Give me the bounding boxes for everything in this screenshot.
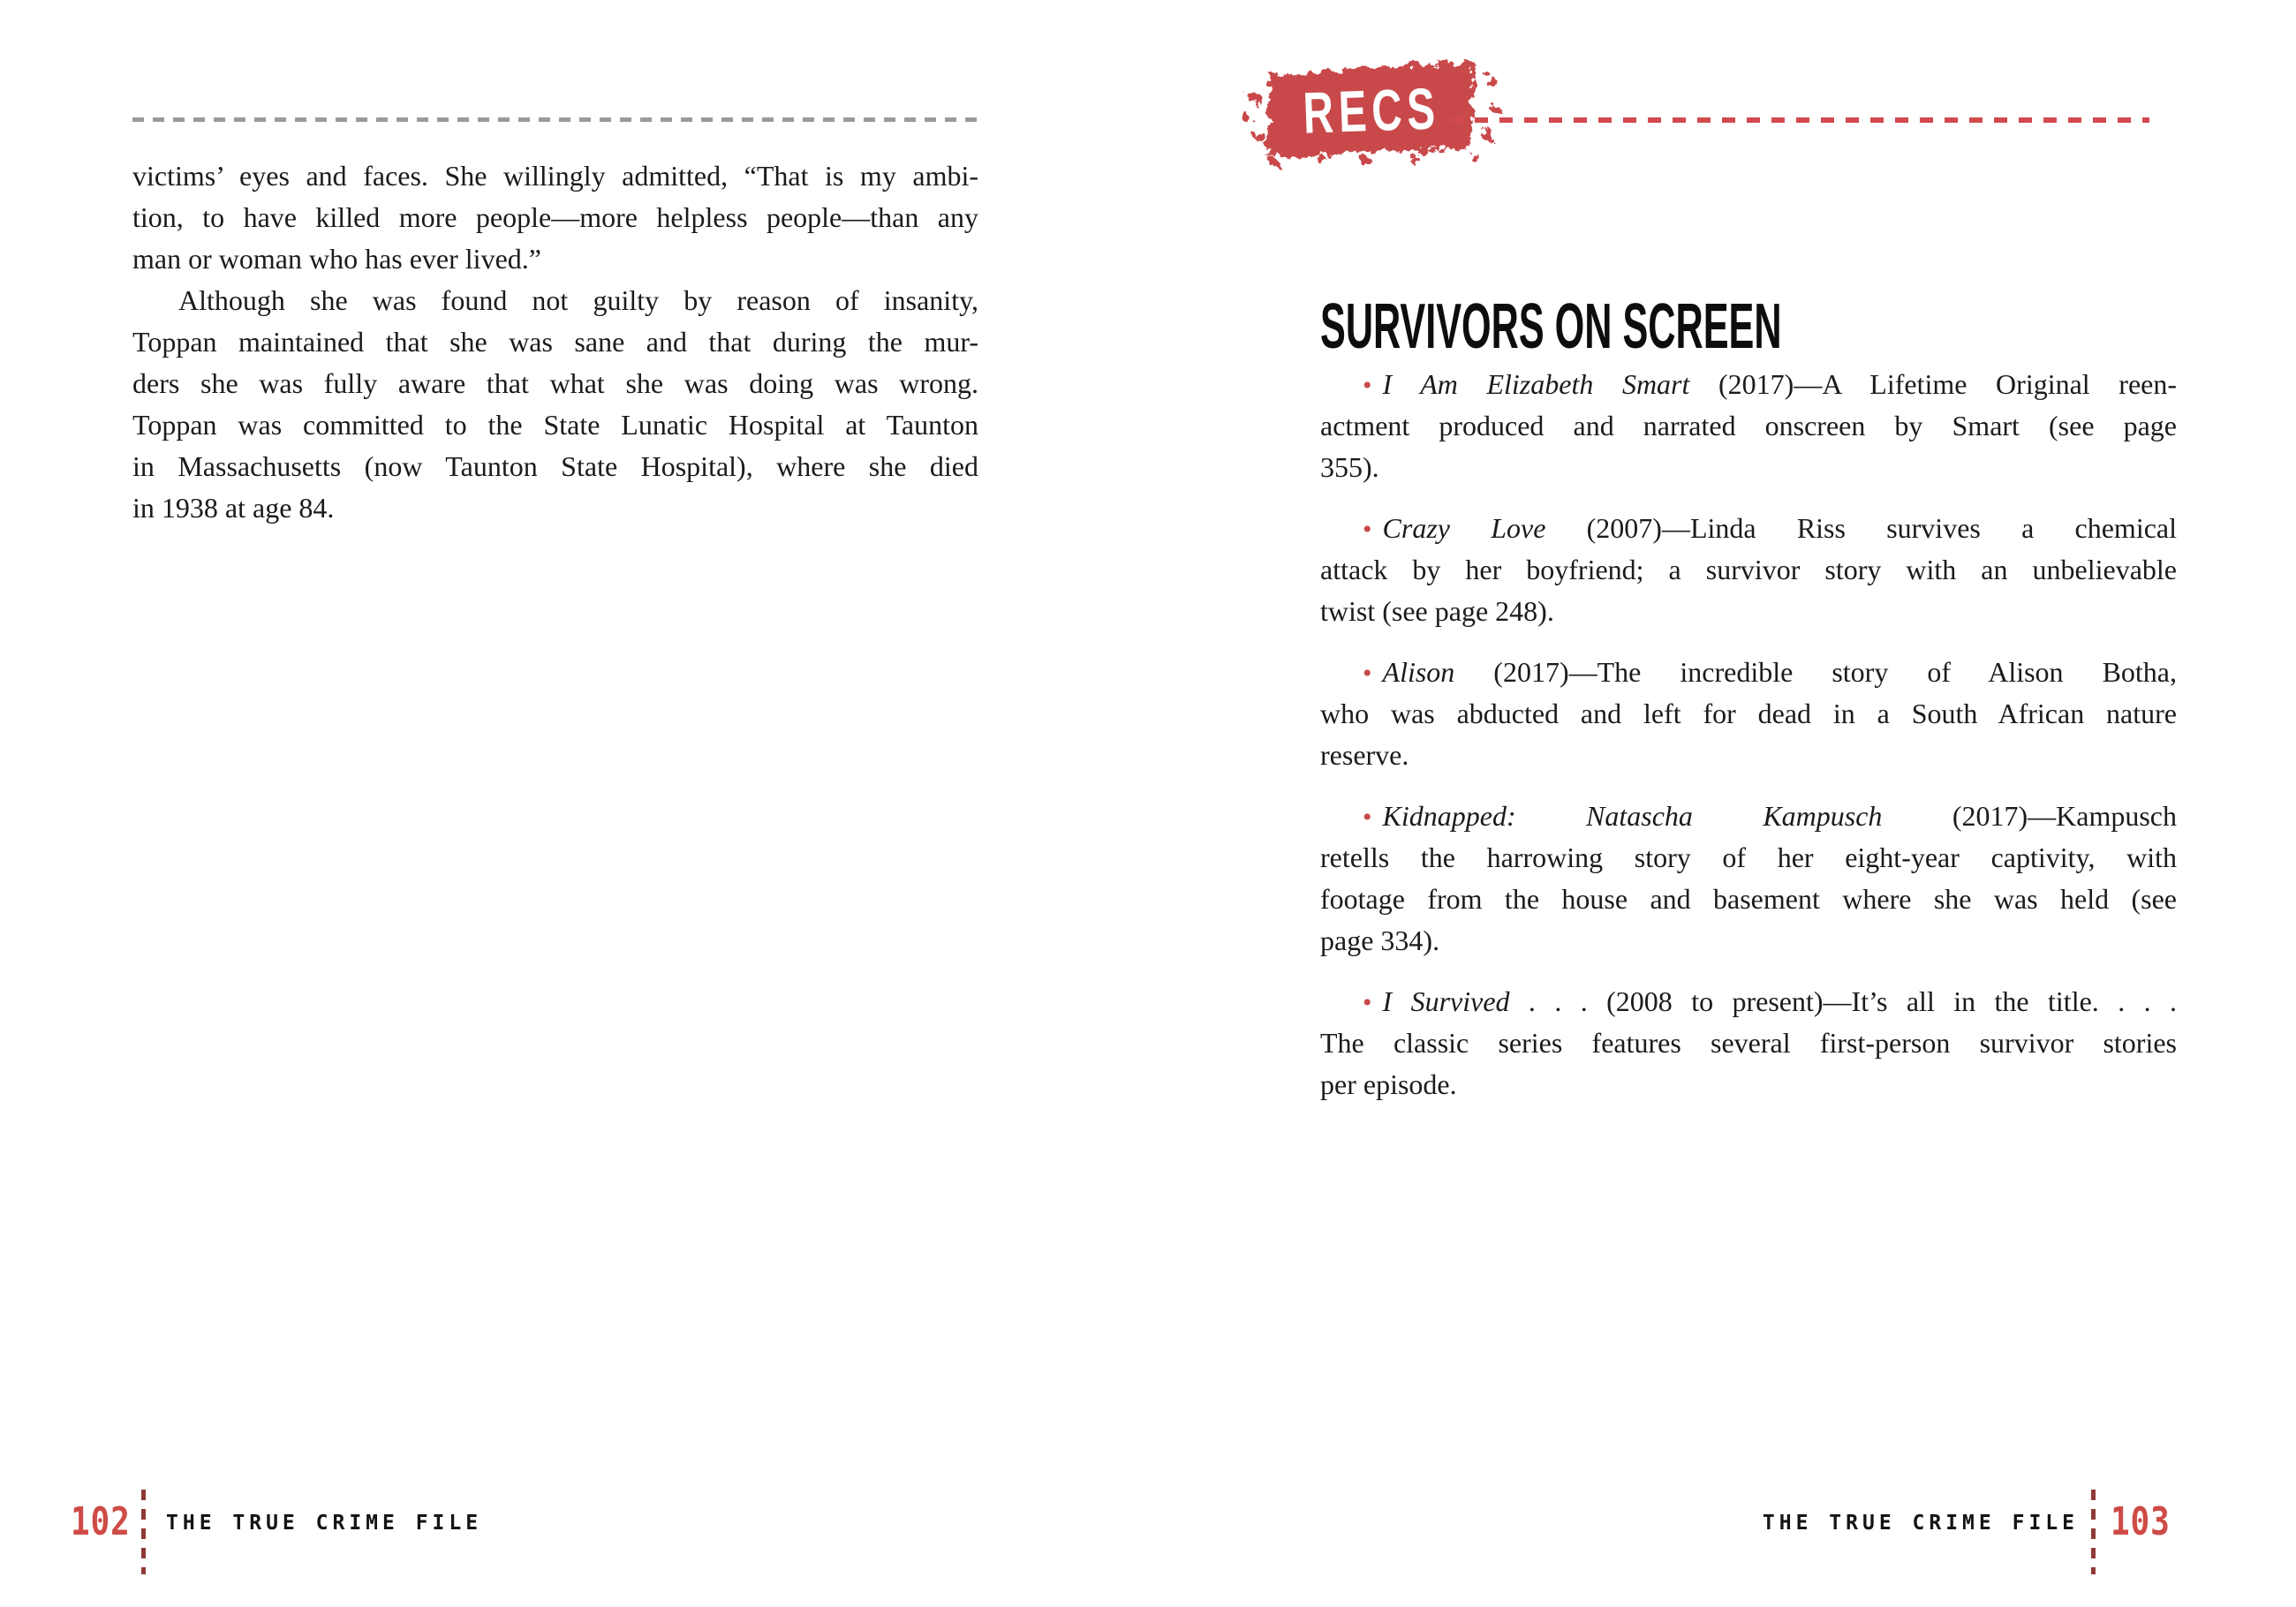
title-italic: I Am Elizabeth Smart (1382, 368, 1690, 400)
text-line (1320, 549, 2177, 591)
bullet-icon: • (1363, 803, 1372, 832)
text-segment: attack by her boyfriend; a survivor story with an unbelievable (1320, 554, 2177, 585)
text-line (1320, 796, 2177, 837)
text-line (1320, 879, 2177, 920)
text-line: Toppan maintained that she was sane and that during the mur- (132, 326, 978, 358)
text-line: victims’ eyes and faces. She willingly admitted, “That is my ambi- (132, 160, 978, 192)
text-segment: retells the harrowing story of her eight-year captivity, with (1320, 841, 2177, 873)
text-segment: (2017)—Kampusch (1882, 800, 2177, 832)
list-item (1320, 508, 2177, 632)
text-line (1320, 1022, 2177, 1064)
bullet-icon: • (1363, 515, 1372, 544)
text-line: tion, to have killed more people—more helpless people—than any (132, 201, 978, 233)
book-title-footer-right: THE TRUE CRIME FILE (1762, 1512, 2079, 1535)
text-segment: (2007)—Linda Riss survives a chemical (1545, 512, 2178, 544)
text-line (1320, 508, 2177, 549)
text-segment: The classic series features several first-person survivor stories (1320, 1027, 2177, 1059)
list-item (1320, 652, 2177, 776)
recs-badge-label: RECS (1302, 76, 1442, 147)
text-segment: who was abducted and left for dead in a South African nature (1320, 698, 2177, 729)
text-line: Toppan was committed to the State Lunatic Hospital at Taunton (132, 409, 978, 441)
recs-list (1320, 364, 2177, 1125)
text-line: man or woman who has ever lived.” (132, 243, 541, 275)
text-segment: (2017)—The incredible story of Alison Botha, (1454, 656, 2177, 688)
text-line (1320, 735, 2177, 776)
text-line: Although she was found not guilty by reason of insanity, (178, 284, 978, 316)
bullet-icon: • (1363, 988, 1372, 1017)
text-line: in 1938 at age 84. (132, 492, 335, 524)
text-segment: twist (see page 248). (1320, 595, 1554, 627)
title-italic: Crazy Love (1382, 512, 1546, 544)
dashed-rule-red (1450, 117, 2149, 123)
bullet-icon: • (1363, 659, 1372, 688)
book-title-footer-left: THE TRUE CRIME FILE (166, 1512, 483, 1535)
title-italic: Kidnapped: Natascha Kampusch (1382, 800, 1883, 832)
footer-dashed-divider-right (2091, 1490, 2096, 1574)
section-heading: SURVIVORS ON SCREEN (1320, 291, 1782, 363)
text-segment: actment produced and narrated onscreen by Smart (see page (1320, 410, 2177, 441)
page-number-left: 102 (71, 1499, 131, 1544)
list-item (1320, 364, 2177, 488)
text-line (1320, 981, 2177, 1022)
text-line (1320, 405, 2177, 447)
text-segment: 355). (1320, 451, 1379, 483)
recs-badge (1235, 46, 1514, 184)
text-line (1320, 1064, 2177, 1105)
text-line: in Massachusetts (now Taunton State Hospital), where she died (132, 450, 978, 482)
text-segment: per episode. (1320, 1068, 1457, 1100)
text-segment: footage from the house and basement where she was held (see (1320, 883, 2177, 915)
text-segment: reserve. (1320, 739, 1409, 771)
text-line (1320, 364, 2177, 405)
text-segment: page 334). (1320, 924, 1440, 956)
text-line (1320, 447, 2177, 488)
text-line (1320, 920, 2177, 962)
text-line (1320, 591, 2177, 632)
text-line (1320, 652, 2177, 693)
text-line (1320, 837, 2177, 879)
list-item (1320, 981, 2177, 1105)
text-segment: . . . (2008 to present)—It’s all in the title. . . . (1509, 985, 2178, 1017)
text-line (1320, 693, 2177, 735)
text-line: ders she was fully aware that what she was doing was wrong. (132, 367, 978, 399)
title-italic: I Survived (1382, 985, 1510, 1017)
page-number-right: 103 (2111, 1499, 2171, 1544)
title-italic: Alison (1382, 656, 1455, 688)
bullet-icon: • (1363, 371, 1372, 400)
list-item (1320, 796, 2177, 962)
text-segment: (2017)—A Lifetime Original reen- (1689, 368, 2178, 400)
